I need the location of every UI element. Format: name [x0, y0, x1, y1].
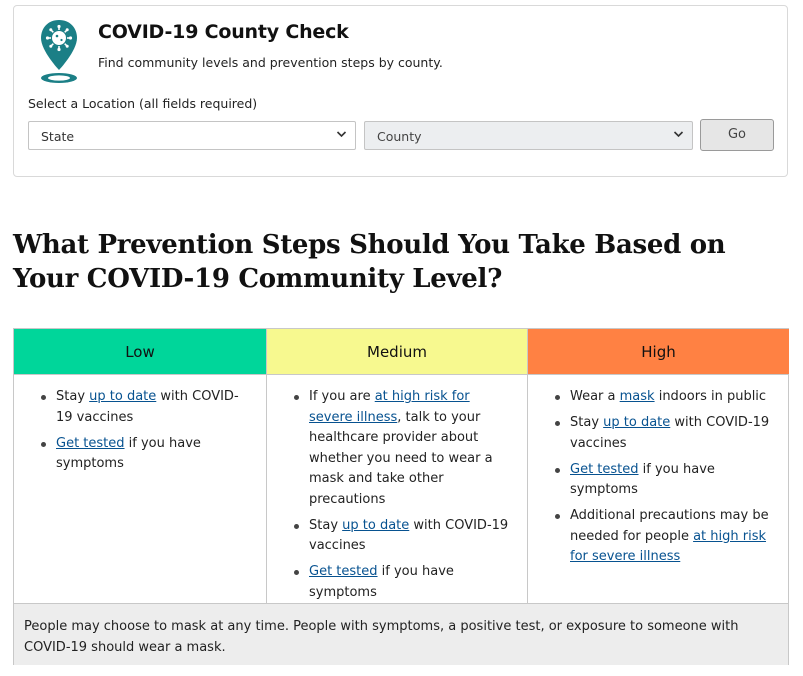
high-risk-link[interactable]: at high risk for severe illness — [309, 389, 470, 425]
item-text: with COVID-19 vaccines — [570, 415, 770, 451]
item-text: if you have symptoms — [570, 461, 715, 497]
county-select-value: County — [377, 129, 422, 144]
list-item — [38, 434, 252, 475]
up-to-date-link[interactable]: up to date — [342, 517, 410, 533]
level-column-medium — [267, 329, 528, 603]
list-item — [552, 460, 775, 501]
list-item — [291, 387, 513, 510]
location-pin-virus-icon — [38, 18, 80, 84]
item-text: Stay — [309, 517, 343, 533]
list-item — [552, 506, 775, 568]
go-button[interactable]: Go — [700, 119, 774, 151]
level-list-high — [528, 375, 789, 568]
state-select[interactable] — [28, 121, 356, 150]
page-heading: What Prevention Steps Should You Take Based on Your COVID-19 Community Level? — [13, 230, 726, 294]
get-tested-link[interactable]: Get tested — [309, 564, 378, 579]
get-tested-link[interactable]: Get tested — [570, 461, 639, 477]
location-label: Select a Location (all fields required) — [28, 96, 258, 111]
level-column-low — [14, 329, 267, 603]
level-header-medium: Medium — [267, 329, 527, 375]
list-item — [291, 562, 513, 603]
get-tested-link[interactable]: Get tested — [56, 435, 125, 451]
widget-subtitle: Find community levels and prevention steps by county. — [98, 55, 443, 70]
county-check-widget — [13, 5, 788, 177]
state-select-value: State — [41, 129, 75, 144]
item-text: Stay — [56, 389, 90, 404]
item-text: If you are — [309, 389, 375, 404]
item-text: Wear a — [570, 389, 620, 404]
level-list-low — [14, 375, 266, 475]
item-text: if you have symptoms — [56, 435, 201, 471]
level-header-low: Low — [14, 329, 266, 375]
level-header-high: High — [528, 329, 789, 375]
level-column-high — [528, 329, 789, 603]
county-select[interactable] — [364, 121, 693, 150]
level-list-medium — [267, 375, 527, 603]
list-item — [552, 413, 775, 454]
mask-footnote: People may choose to mask at any time. People with symptoms, a positive test, or exposure to someone with COVID-19 should wear a mask. — [14, 603, 788, 665]
item-text: , talk to your healthcare provider about whether you need to wear a mask and take other precautions — [309, 409, 493, 507]
community-levels-table — [13, 328, 789, 665]
item-text: with COVID-19 vaccines — [309, 517, 509, 553]
chevron-down-icon — [336, 127, 347, 145]
up-to-date-link[interactable]: up to date — [603, 415, 671, 430]
high-risk-link[interactable]: at high risk for severe illness — [570, 528, 767, 564]
list-item — [552, 387, 775, 408]
item-text: if you have symptoms — [309, 564, 454, 600]
list-item — [291, 516, 513, 557]
item-text: Stay — [570, 415, 604, 430]
item-text: Additional precautions may be needed for people — [570, 508, 769, 544]
list-item — [38, 387, 252, 428]
up-to-date-link[interactable]: up to date — [89, 389, 157, 404]
chevron-down-icon — [673, 127, 684, 145]
mask-link[interactable]: mask — [619, 389, 655, 404]
item-text: with COVID-19 vaccines — [56, 389, 239, 425]
widget-title: COVID-19 County Check — [98, 21, 349, 43]
item-text: indoors in public — [654, 389, 767, 404]
